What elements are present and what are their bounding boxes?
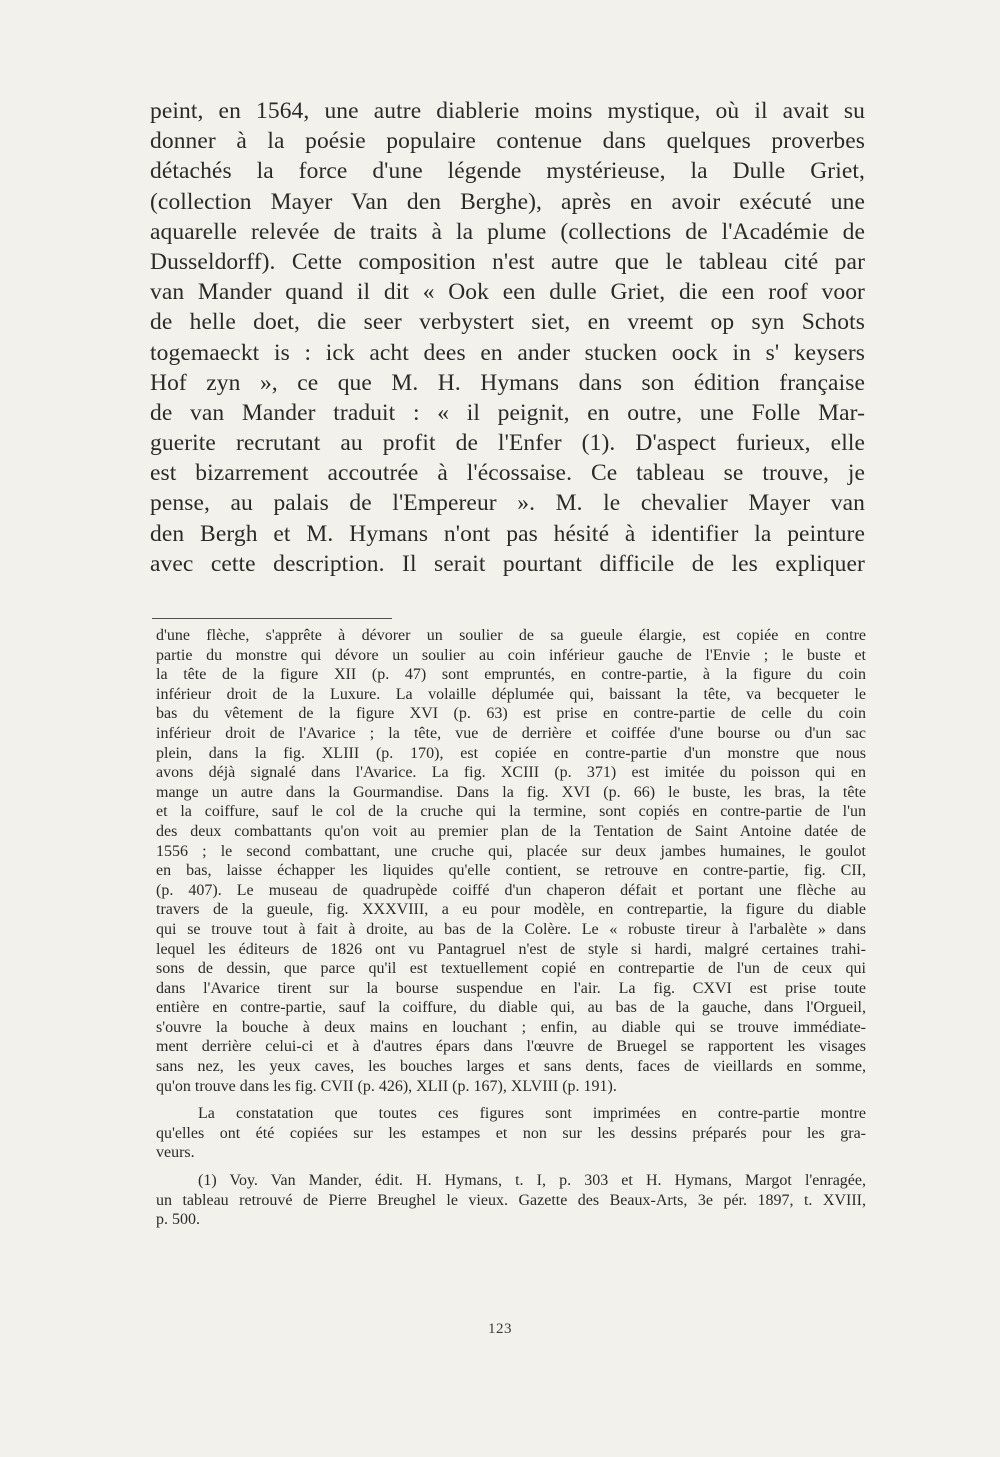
footnote-line: partie du monstre qui dévore un soulier au coin inférieur gauche de l'Envie ; le buste et bbox=[156, 646, 866, 664]
footnote-line: ment derrière celui-ci et à d'autres épars dans l'œuvre de Bruegel se rapportent les visages bbox=[156, 1038, 866, 1056]
footnote-line: qu'elles ont été copiées sur les estampes et non sur les dessins préparés pour les gra- bbox=[156, 1124, 866, 1142]
footnote-line: un tableau retrouvé de Pierre Breughel le vieux. Gazette des Beaux-Arts, 3e pér. 1897, t. XVIII, bbox=[156, 1191, 866, 1209]
footnote-line: plein, dans la fig. XLIII (p. 170), est copiée en contre-partie d'un monstre que nous bbox=[156, 744, 866, 762]
footnote-line: la tête de la figure XII (p. 47) sont empruntés, en contre-partie, à la figure du coin bbox=[156, 666, 866, 684]
page-number: 123 bbox=[488, 1321, 512, 1337]
main-text-line: de helle doet, die seer verbystert siet, en vreemt op syn Schots bbox=[150, 309, 865, 336]
main-text-line: peint, en 1564, une autre diablerie moins mystique, où il avait su bbox=[150, 98, 865, 124]
main-text-line: est bizarrement accoutrée à l'écossaise. Ce tableau se trouve, je bbox=[150, 460, 865, 487]
footnote-line: qu'on trouve dans les fig. CVII (p. 426), XLII (p. 167), XLVIII (p. 191). bbox=[156, 1077, 617, 1095]
footnote-conclusion bbox=[156, 1104, 866, 1163]
footnote-line: mange un autre dans la Gourmandise. Dans la fig. XVI (p. 66) le buste, les bras, la tête bbox=[156, 783, 866, 801]
footnote-line: entière en contre-partie, sauf la coiffure, du diable qui, au bas de la gauche, dans l'Orgueil, bbox=[156, 999, 866, 1017]
footnote-line: lequel les éditeurs de 1826 ont vu Pantagruel n'est de style si hardi, malgré certaines trahi- bbox=[156, 940, 866, 958]
footnote-line: inférieur droit de l'Avarice ; la tête, vue de derrière et coiffée d'une bourse ou d'un sac bbox=[156, 724, 866, 742]
main-text-line: van Mander quand il dit « Ook een dulle Griet, die een roof voor bbox=[150, 279, 865, 306]
footnote-line: sans nez, les yeux caves, les bouches larges et sans dents, faces de vieillards en somme, bbox=[156, 1058, 866, 1076]
main-text-line: Hof zyn », ce que M. H. Hymans dans son édition française bbox=[150, 369, 865, 396]
footnote-line: d'une flèche, s'apprête à dévorer un soulier de sa gueule élargie, est copiée en contre bbox=[156, 627, 866, 644]
footnote-line: s'ouvre la bouche à deux mains en louchant ; enfin, au diable qui se trouve immédiate- bbox=[156, 1018, 866, 1036]
main-text-line: de van Mander traduit : « il peignit, en outre, une Folle Mar- bbox=[150, 399, 865, 426]
footnote-line: sons de dessin, que parce qu'il est textuellement copié en contrepartie de l'un de ceux qui bbox=[156, 960, 866, 978]
main-text-line: avec cette description. Il serait pourtant difficile de les expliquer bbox=[150, 550, 865, 577]
footnote-line: p. 500. bbox=[156, 1211, 200, 1229]
main-text-line: pense, au palais de l'Empereur ». M. le chevalier Mayer van bbox=[150, 490, 865, 517]
main-text-line: Dusseldorff). Cette composition n'est autre que le tableau cité par bbox=[150, 248, 865, 275]
footnote-line: avons déjà signalé dans l'Avarice. La fig. XCIII (p. 371) est imitée du poisson qui en bbox=[156, 764, 866, 782]
footnote-line: (1) Voy. Van Mander, édit. H. Hymans, t. I, p. 303 et H. Hymans, Margot l'enragée, bbox=[198, 1172, 866, 1190]
main-text-line: guerite recrutant au profit de l'Enfer (1). D'aspect furieux, elle bbox=[150, 430, 865, 457]
footnote-line: en bas, laisse échapper les liquides qu'elle contient, se retrouve en contre-partie, fig. CII, bbox=[156, 862, 866, 880]
footnote-line: bas du vêtement de la figure XVI (p. 63) est prise en contre-partie de celle du coin bbox=[156, 705, 866, 723]
main-text-block bbox=[150, 96, 865, 579]
footnote-line: des deux combattants qu'on voit au premier plan de la Tentation de Saint Antoine datée de bbox=[156, 822, 866, 840]
footnote-line: et la coiffure, sauf le col de la cruche qui la termine, sont copiés en contre-partie de l'un bbox=[156, 803, 866, 821]
footnote-line: dans l'Avarice tirent sur la bourse suspendue en l'air. La fig. CXVI est prise toute bbox=[156, 979, 866, 997]
footnote-line: 1556 ; le second combattant, une cruche qui, placée sur deux jambes humaines, le goulot bbox=[156, 842, 866, 860]
main-text-line: donner à la poésie populaire contenue dans quelques proverbes bbox=[150, 128, 865, 155]
footnote-line: veurs. bbox=[156, 1144, 195, 1162]
footnote-line: inférieur droit de la Luxure. La volaille déplumée qui, baissant la tête, va becqueter le bbox=[156, 685, 866, 703]
footnote-line: qui se trouve tout à fait à droite, au bas de la Colère. Le « robuste tireur à l'arbalète » dans bbox=[156, 920, 866, 938]
footnote-continuation bbox=[156, 626, 866, 1096]
footnote-line: travers de la gueule, fig. XXXVIII, a eu pour modèle, en contrepartie, la figure du diable bbox=[156, 901, 866, 919]
main-text-line: (collection Mayer Van den Berghe), après en avoir exécuté une bbox=[150, 188, 865, 215]
footnote-line: La constatation que toutes ces figures sont imprimées en contre-partie montre bbox=[198, 1105, 866, 1123]
footnote-separator-rule bbox=[152, 618, 392, 619]
main-text-line: détachés la force d'une légende mystérieuse, la Dulle Griet, bbox=[150, 158, 865, 185]
main-text-line: togemaeckt is : ick acht dees en ander stucken oock in s' keysers bbox=[150, 339, 865, 366]
footnote-1 bbox=[156, 1171, 866, 1230]
main-text-line: den Bergh et M. Hymans n'ont pas hésité à identifier la peinture bbox=[150, 520, 865, 547]
footnote-line: (p. 407). Le museau de quadrupède coiffé d'un chaperon défait et portant une flèche au bbox=[156, 881, 866, 899]
main-text-line: aquarelle relevée de traits à la plume (collections de l'Académie de bbox=[150, 218, 865, 245]
footnotes-block bbox=[156, 626, 866, 1230]
